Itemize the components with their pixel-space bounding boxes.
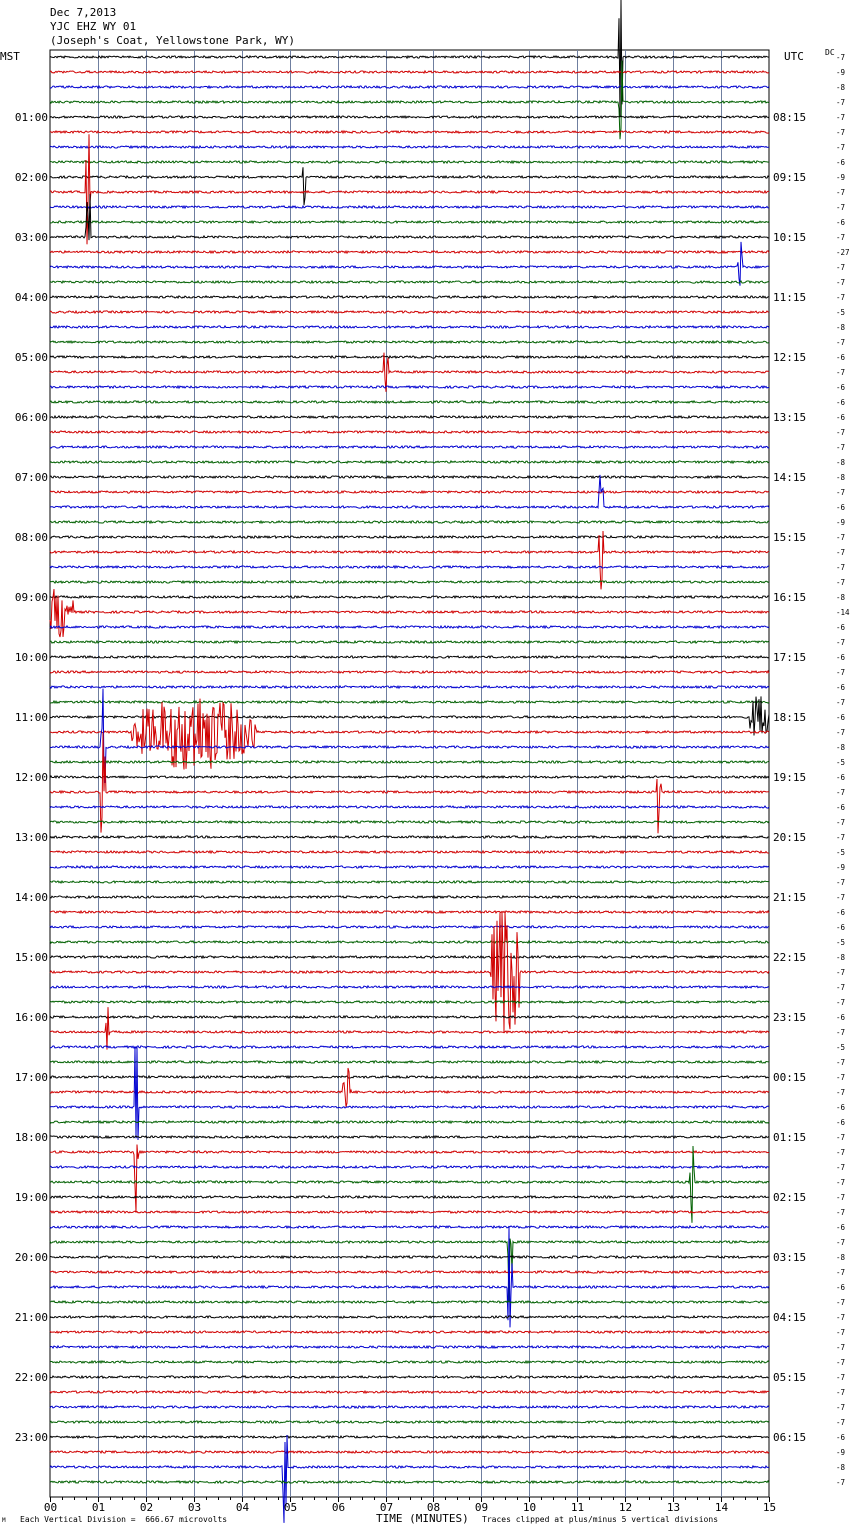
dc-offset-label: -7 [836, 1313, 846, 1322]
trace-line [50, 1196, 769, 1198]
dc-offset-label: -7 [836, 1178, 846, 1187]
dc-offset-label: -7 [836, 1238, 846, 1247]
mst-hour-label: 22:00 [14, 1371, 48, 1384]
dc-offset-label: -7 [836, 233, 846, 242]
utc-hour-label: 08:15 [773, 111, 807, 124]
x-tick-label: 14 [714, 1501, 729, 1514]
trace-line [50, 686, 769, 688]
trace-line [50, 1271, 769, 1273]
trace-line [50, 536, 769, 538]
trace-line [50, 761, 769, 763]
mst-hour-label: 15:00 [14, 951, 48, 964]
dc-offset-label: -7 [836, 878, 846, 887]
dc-offset-label: -7 [836, 278, 846, 287]
mst-hour-label: 18:00 [14, 1131, 48, 1144]
location-label: (Joseph's Coat, Yellowstone Park, WY) [50, 34, 296, 47]
dc-offset-label: -7 [836, 443, 846, 452]
x-tick-label: 02 [139, 1501, 154, 1514]
trace-line [50, 1451, 769, 1453]
utc-hour-label: 23:15 [773, 1011, 807, 1024]
dc-offset-label: -7 [836, 983, 846, 992]
dc-offset-label: -5 [836, 848, 846, 857]
mst-hour-label: 21:00 [14, 1311, 48, 1324]
trace-line [50, 131, 769, 133]
dc-offset-label: -9 [836, 1448, 846, 1457]
dc-offset-label: -7 [836, 1343, 846, 1352]
trace-line [50, 296, 769, 298]
mst-hour-label: 19:00 [14, 1191, 48, 1204]
trace-line [50, 1391, 769, 1393]
trace-line [50, 836, 769, 838]
trace-line [50, 1007, 769, 1050]
trace-line [50, 206, 769, 208]
x-tick-label: 12 [618, 1501, 633, 1514]
dc-label: DC [825, 48, 835, 57]
dc-offset-label: -8 [836, 1253, 846, 1262]
trace-line [50, 116, 769, 118]
utc-hour-label: 09:15 [773, 171, 807, 184]
dc-offset-label: -9 [836, 863, 846, 872]
trace-line [50, 194, 769, 240]
trace-line [50, 641, 769, 643]
trace-line [50, 356, 769, 358]
trace-line [50, 401, 769, 403]
dc-offset-label: -7 [836, 1088, 846, 1097]
trace-line [50, 1046, 769, 1048]
trace-line [50, 1481, 769, 1483]
dc-offset-label: -7 [836, 893, 846, 902]
dc-offset-label: -6 [836, 353, 846, 362]
x-tick-label: 01 [91, 1501, 106, 1514]
dc-offset-label: -7 [836, 1133, 846, 1142]
trace-line [50, 1145, 769, 1213]
trace-line [50, 134, 769, 244]
dc-offset-label: -7 [836, 818, 846, 827]
trace-line [50, 699, 769, 770]
trace-line [50, 86, 769, 88]
trace-line [50, 1406, 769, 1408]
trace-line [50, 1068, 769, 1107]
dc-offset-label: -6 [836, 683, 846, 692]
trace-line [50, 167, 769, 205]
utc-hour-label: 05:15 [773, 1371, 807, 1384]
trace-line [50, 1211, 769, 1213]
trace-line [50, 866, 769, 868]
dc-offset-label: -8 [836, 323, 846, 332]
trace-line [50, 1331, 769, 1333]
utc-hour-label: 11:15 [773, 291, 807, 304]
x-tick-label: 15 [762, 1501, 777, 1514]
trace-line [50, 1121, 769, 1123]
dc-offset-label: -6 [836, 653, 846, 662]
trace-line [50, 476, 769, 478]
x-tick-label: 04 [235, 1501, 250, 1514]
dc-offset-label: -7 [836, 1388, 846, 1397]
utc-hour-label: 19:15 [773, 771, 807, 784]
trace-line [50, 1016, 769, 1018]
utc-hour-label: 20:15 [773, 831, 807, 844]
dc-offset-label: -7 [836, 338, 846, 347]
trace-line [50, 701, 769, 703]
utc-hour-label: 04:15 [773, 1311, 807, 1324]
trace-line [50, 521, 769, 523]
dc-offset-label: -6 [836, 623, 846, 632]
mst-hour-label: 12:00 [14, 771, 48, 784]
trace-line [50, 161, 769, 163]
dc-offset-label: -7 [836, 1328, 846, 1337]
trace-line [50, 1316, 769, 1318]
dc-offset-label: -7 [836, 1148, 846, 1157]
trace-line [50, 341, 769, 343]
dc-offset-label: -6 [836, 923, 846, 932]
trace-line [50, 1256, 769, 1258]
utc-hour-label: 02:15 [773, 1191, 807, 1204]
x-tick-label: 11 [570, 1501, 585, 1514]
dc-offset-label: -6 [836, 713, 846, 722]
trace-line [50, 1136, 769, 1138]
utc-hour-label: 18:15 [773, 711, 807, 724]
dc-offset-label: -7 [836, 1478, 846, 1487]
dc-offset-label: -7 [836, 128, 846, 137]
utc-hour-label: 16:15 [773, 591, 807, 604]
dc-offset-label: -6 [836, 1118, 846, 1127]
dc-offset-label: -8 [836, 83, 846, 92]
dc-offset-label: -8 [836, 1463, 846, 1472]
trace-line [50, 146, 769, 148]
dc-offset-label: -7 [836, 1028, 846, 1037]
dc-offset-label: -14 [836, 608, 850, 617]
trace-line [50, 0, 769, 117]
trace-line [50, 1301, 769, 1303]
mst-hour-label: 01:00 [14, 111, 48, 124]
station-label: YJC EHZ WY 01 [50, 20, 137, 33]
utc-hour-label: 01:15 [773, 1131, 807, 1144]
x-tick-label: 13 [666, 1501, 681, 1514]
trace-line [50, 806, 769, 808]
trace-line [50, 912, 769, 1032]
trace-line [50, 986, 769, 988]
trace-line [50, 311, 769, 313]
trace-line [50, 1061, 769, 1063]
trace-line [50, 251, 769, 253]
trace-line [50, 1435, 769, 1523]
dc-offset-label: -7 [836, 368, 846, 377]
trace-line [50, 656, 769, 658]
trace-line [50, 1076, 769, 1078]
utc-hour-label: 17:15 [773, 651, 807, 664]
x-tick-label: 08 [426, 1501, 441, 1514]
utc-hour-label: 00:15 [773, 1071, 807, 1084]
x-tick-label: 00 [43, 1501, 58, 1514]
dc-offset-label: -6 [836, 773, 846, 782]
trace-line [50, 776, 769, 778]
dc-offset-label: -8 [836, 743, 846, 752]
utc-hour-label: 10:15 [773, 231, 807, 244]
utc-hour-label: 03:15 [773, 1251, 807, 1264]
trace-line [50, 881, 769, 883]
dc-offset-label: -7 [836, 1268, 846, 1277]
dc-offset-label: -6 [836, 383, 846, 392]
clip-note: Traces clipped at plus/minus 5 vertical divisions [482, 1515, 719, 1524]
dc-offset-label: -5 [836, 758, 846, 767]
trace-line [50, 1376, 769, 1378]
mst-hour-label: 23:00 [14, 1431, 48, 1444]
trace-line [50, 281, 769, 283]
dc-offset-label: -7 [836, 1193, 846, 1202]
dc-offset-label: -6 [836, 1103, 846, 1112]
mst-label: MST [0, 50, 20, 63]
dc-offset-label: -7 [836, 533, 846, 542]
trace-line [50, 326, 769, 328]
dc-offset-label: -6 [836, 218, 846, 227]
dc-offset-label: -7 [836, 188, 846, 197]
mst-hour-label: 10:00 [14, 651, 48, 664]
dc-offset-label: -6 [836, 398, 846, 407]
dc-offset-label: -6 [836, 1223, 846, 1232]
trace-line [50, 446, 769, 448]
dc-offset-label: -7 [836, 698, 846, 707]
trace-line [50, 596, 769, 598]
trace-line [50, 1346, 769, 1348]
utc-hour-label: 06:15 [773, 1431, 807, 1444]
dc-offset-label: -9 [836, 173, 846, 182]
dc-offset-label: -6 [836, 1283, 846, 1292]
x-tick-label: 09 [474, 1501, 489, 1514]
dc-offset-label: -7 [836, 263, 846, 272]
dc-offset-label: -7 [836, 968, 846, 977]
x-tick-label: 03 [187, 1501, 202, 1514]
utc-label: UTC [784, 50, 804, 63]
dc-offset-label: -7 [836, 293, 846, 302]
mst-hour-label: 16:00 [14, 1011, 48, 1024]
dc-offset-label: -8 [836, 593, 846, 602]
trace-line [50, 626, 769, 628]
x-tick-label: 06 [331, 1501, 346, 1514]
mst-hour-label: 13:00 [14, 831, 48, 844]
utc-hour-label: 15:15 [773, 531, 807, 544]
dc-offset-label: -7 [836, 1208, 846, 1217]
mst-hour-label: 14:00 [14, 891, 48, 904]
trace-line [50, 926, 769, 928]
dc-offset-label: -7 [836, 1298, 846, 1307]
trace-line [50, 911, 769, 913]
dc-offset-label: -5 [836, 1043, 846, 1052]
dc-offset-label: -6 [836, 413, 846, 422]
dc-offset-label: -5 [836, 938, 846, 947]
utc-hour-label: 12:15 [773, 351, 807, 364]
trace-line [50, 671, 769, 673]
utc-hour-label: 13:15 [773, 411, 807, 424]
mst-hour-label: 08:00 [14, 531, 48, 544]
trace-line [50, 581, 769, 583]
dc-offset-label: -7 [836, 563, 846, 572]
dc-offset-label: -7 [836, 1358, 846, 1367]
utc-hour-label: 14:15 [773, 471, 807, 484]
dc-offset-label: -6 [836, 908, 846, 917]
dc-offset-label: -7 [836, 1058, 846, 1067]
dc-offset-label: -6 [836, 803, 846, 812]
dc-offset-label: -6 [836, 503, 846, 512]
dc-offset-label: -9 [836, 68, 846, 77]
trace-line [50, 1001, 769, 1003]
mst-hour-label: 06:00 [14, 411, 48, 424]
date-label: Dec 7,2013 [50, 6, 117, 19]
x-axis-title: TIME (MINUTES) [376, 1512, 469, 1525]
dc-offset-label: -7 [836, 1418, 846, 1427]
corner-mark: M [2, 1517, 6, 1524]
trace-line [50, 416, 769, 418]
x-tick-label: 05 [283, 1501, 298, 1514]
trace-line [50, 1226, 769, 1228]
trace-line [50, 71, 769, 73]
trace-line [50, 386, 769, 388]
trace-line [50, 1421, 769, 1423]
dc-offset-label: -7 [836, 488, 846, 497]
trace-line [50, 1239, 769, 1302]
dc-offset-label: -7 [836, 638, 846, 647]
trace-line [50, 431, 769, 433]
trace-line [50, 221, 769, 223]
trace-line [50, 491, 769, 493]
trace-line [50, 941, 769, 943]
x-tick-label: 10 [522, 1501, 537, 1514]
trace-line [50, 896, 769, 898]
trace-line [50, 821, 769, 823]
trace-line [50, 956, 769, 958]
dc-offset-label: -27 [836, 248, 850, 257]
dc-offset-label: -7 [836, 1163, 846, 1172]
dc-offset-label: -7 [836, 53, 846, 62]
mst-hour-label: 09:00 [14, 591, 48, 604]
dc-offset-label: -7 [836, 1403, 846, 1412]
dc-offset-label: -6 [836, 158, 846, 167]
mst-hour-label: 03:00 [14, 231, 48, 244]
scale-note: Each Vertical Division = 666.67 microvolts [20, 1515, 228, 1524]
dc-offset-label: -7 [836, 998, 846, 1007]
trace-line [50, 242, 769, 286]
dc-offset-label: -8 [836, 953, 846, 962]
x-tick-label: 07 [379, 1501, 394, 1514]
dc-offset-label: -7 [836, 548, 846, 557]
dc-offset-label: -7 [836, 428, 846, 437]
mst-hour-label: 17:00 [14, 1071, 48, 1084]
mst-hour-label: 11:00 [14, 711, 48, 724]
trace-line [50, 851, 769, 853]
dc-offset-label: -8 [836, 458, 846, 467]
dc-offset-label: -7 [836, 113, 846, 122]
dc-offset-label: -7 [836, 1373, 846, 1382]
dc-offset-label: -5 [836, 308, 846, 317]
dc-offset-label: -9 [836, 518, 846, 527]
trace-line [50, 1166, 769, 1168]
dc-offset-label: -7 [836, 1073, 846, 1082]
dc-offset-label: -7 [836, 728, 846, 737]
dc-offset-label: -6 [836, 1013, 846, 1022]
dc-offset-label: -7 [836, 668, 846, 677]
dc-offset-label: -6 [836, 1433, 846, 1442]
dc-offset-label: -7 [836, 833, 846, 842]
dc-offset-label: -7 [836, 788, 846, 797]
utc-hour-label: 21:15 [773, 891, 807, 904]
dc-offset-label: -7 [836, 203, 846, 212]
mst-hour-label: 02:00 [14, 171, 48, 184]
trace-line [50, 1361, 769, 1363]
trace-line [50, 566, 769, 568]
mst-hour-label: 07:00 [14, 471, 48, 484]
dc-offset-label: -8 [836, 473, 846, 482]
dc-offset-label: -7 [836, 143, 846, 152]
dc-offset-label: -7 [836, 98, 846, 107]
mst-hour-label: 20:00 [14, 1251, 48, 1264]
mst-hour-label: 04:00 [14, 291, 48, 304]
mst-hour-label: 05:00 [14, 351, 48, 364]
trace-line [50, 461, 769, 463]
utc-hour-label: 22:15 [773, 951, 807, 964]
dc-offset-label: -7 [836, 578, 846, 587]
trace-line [50, 1436, 769, 1438]
